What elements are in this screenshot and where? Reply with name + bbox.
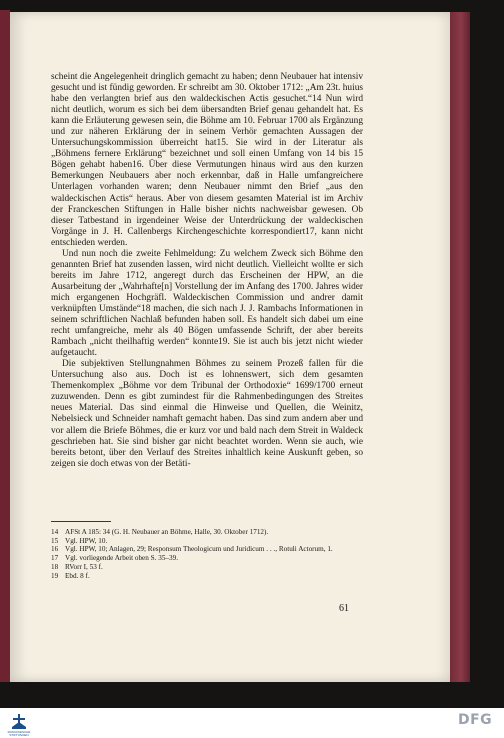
paragraph-3: Die subjektiven Stellungnahmen Böhmes zu seinem Prozeß fallen für die Untersuchung also aus. Doch ist es lohnenswert, sich dem gesamten Themenkomplex „Böhme vor dem Tribunal der Orthodoxie“ 1699/1700 erneut zuzuwenden. Denn es gibt zumindest für die Rahmenbedingungen des Streites neues Material. Das sind einmal die Hinweise und Quellen, die Weinitz, Nebelsieck und Schneider namhaft gemacht haben. Das sind zum andern aber und vor allem die Briefe Böhmes, die er kurz vor und bald nach dem Streit in Waldeck geschrieben hat. Sie sind bisher gar nicht beachtet worden. Wenn sie auch, wie bereits betont, über den Verlauf des Streites inhaltlich keine Auskunft geben, so zeigen sie doch etwas von der Betäti- (51, 359, 363, 469)
footnote-16: 16 Vgl. HPW, 10; Anlagen, 29; Responsum Theologicum und Juridicum . . ., Rotuli Actorum, 1. (51, 545, 333, 554)
footnote-14: 14 AFSt A 185: 34 (G. H. Neubauer an Böhme, Halle, 30. Oktober 1712). (51, 528, 269, 536)
body-text (51, 72, 363, 470)
footnote-18: 18 RVorr I, 53 f. (51, 562, 103, 571)
book-spine (0, 10, 10, 682)
viewer-footer-bar (0, 708, 504, 738)
paragraph-2: Und nun noch die zweite Fehlmeldung: Zu welchem Zweck sich Böhme den genannten Brief hat zusenden lassen, wird nicht deutlich. Vielleicht wollte er sich bereits im Jahre 1712, angeregt durch das Erscheinen der HPW, an die Ausarbeitung der „Wahrhafte[n] Vorstellung der im Anfang des 1700. Jahres wider mich ergangenen Hochgräfl. Waldeckischen Commission und andrer damit verknüpften Umstände“18 machen, die sich nach J. J. Rambachs Informationen in seinem schriftlichen Nachlaß befunden haben soll. Es handelt sich dabei um eine recht umfangreiche, mehr als 40 Bögen umfassende Schrift, der aber bereits Rambach „nicht theilhaftig werden“ konnte19. Sie ist auch bis jetzt nicht wieder aufgetaucht. (51, 248, 363, 359)
francke-foundation-logo-text: FRANCKESCHE STIFTUNGEN (7, 730, 31, 738)
paragraph-1: scheint die Angelegenheit dringlich gemacht zu haben; denn Neubauer hat intensiv gesucht und ist fündig geworden. Er schreibt am 30. Oktober 1712: „Am 23t. huius habe den verlangten brief aus den waldeckischen Actis gesuchet.“14 Nun wird nicht deutlich, worum es sich bei dem übersandten Brief genau gehandelt hat. Es kann die Erläuterung gewesen sein, die Böhme am 10. Februar 1700 als Ergänzung und zur näheren Erklärung der in seinem Verhör gemachten Aussagen der Untersuchungskommission überreicht hat15. Sie wird in der Literatur als „Böhmens fernere Erklärung“ bezeichnet und soll einen Umfang von 14 bis 15 Bögen gehabt haben16. Über diese Vermutungen hinaus wird aus den kurzen Bemerkungen Neubauers aber noch erkennbar, daß in Halle umfangreichere Unterlagen vorhanden waren; denn Neubauer nimmt den Brief „aus den waldeckischen Actis“ heraus. Aber von diesem gesamten Material ist im Archiv der Franckeschen Stiftungen in Halle bisher nichts nachweisbar gewesen. Ob dieser Tatbestand in irgendeiner Weise der Unterdrückung der waldeckischen Vorgänge in J. H. Callenbergs Kirchengeschichte korrespondiert17, kann nicht entschieden werden. (51, 72, 363, 248)
page-number: 61 (339, 603, 349, 614)
book-cover-edge (448, 12, 470, 682)
footnote-17: 17 Vgl. vorliegende Arbeit oben S. 35–39. (51, 554, 178, 563)
footnote-19: 19 Ebd. 8 f. (51, 571, 90, 580)
footnotes (51, 528, 363, 580)
footnote-15: 15 Vgl. HPW, 10. (51, 536, 108, 545)
footnote-rule (51, 521, 111, 522)
dfg-logo: DFG (458, 712, 493, 728)
